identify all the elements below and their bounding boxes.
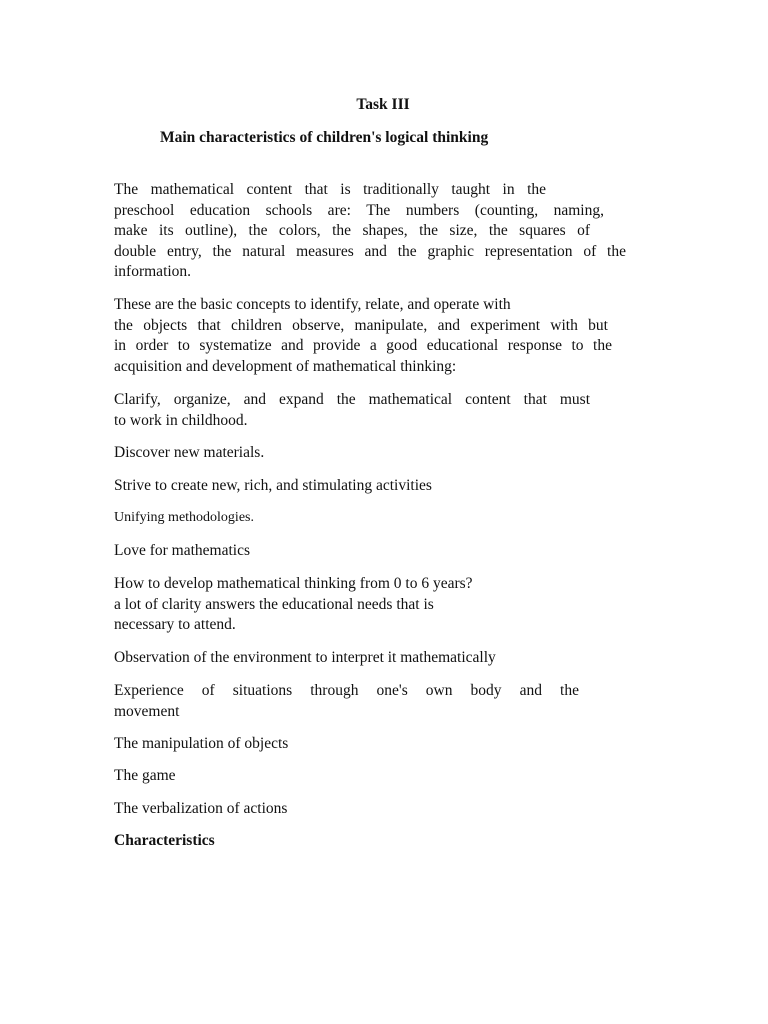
document-subtitle: Main characteristics of children's logical thinking [160,129,489,146]
paragraph-line: movement [114,702,180,720]
paragraph-observation [114,648,496,669]
paragraph-clarify [114,390,594,431]
paragraph-line: Discover new materials. [114,444,265,461]
paragraph-line: make its outline), the colors, the shapes, the size, the squares of [114,222,590,240]
paragraph-unifying [114,508,254,529]
paragraph-game [114,766,176,787]
paragraph-concepts [114,295,614,377]
paragraph-line: necessary to attend. [114,616,236,634]
paragraph-intro [114,180,626,283]
paragraph-manipulation [114,734,288,755]
paragraph-line: acquisition and development of mathematical thinking: [114,357,457,375]
paragraph-line: Experience of situations through one's own body and the [114,682,579,699]
paragraph-discover [114,443,264,464]
paragraph-line: The manipulation of objects [114,735,289,752]
paragraph-love [114,541,250,562]
paragraph-line: The verbalization of actions [114,800,288,817]
paragraph-line: Clarify, organize, and expand the mathematical content that must [114,391,590,408]
paragraph-how-to-develop [114,574,473,636]
section-heading-characteristics [114,831,215,852]
paragraph-line: a lot of clarity answers the educational needs that is [114,595,434,613]
paragraph-line: in order to systematize and provide a good educational response to the [114,337,612,355]
paragraph-line: Observation of the environment to interpret it mathematically [114,649,496,666]
paragraph-line: These are the basic concepts to identify, relate, and operate with [114,296,511,313]
paragraph-line: Strive to create new, rich, and stimulating activities [114,477,432,494]
paragraph-line: Love for mathematics [114,542,251,559]
paragraph-line: Unifying methodologies. [114,510,254,525]
paragraph-line: Characteristics [114,832,215,849]
paragraph-line: double entry, the natural measures and the graphic representation of the [114,242,626,260]
paragraph-line: The game [114,767,176,784]
paragraph-line: information. [114,263,192,281]
document-title: Task III [356,96,410,113]
paragraph-line: to work in childhood. [114,411,248,429]
paragraph-strive [114,476,432,497]
paragraph-line: the objects that children observe, manipulate, and experiment with but [114,316,608,334]
paragraph-experience [114,681,580,722]
paragraph-line: preschool education schools are: The numbers (counting, naming, [114,201,604,219]
paragraph-line: How to develop mathematical thinking from 0 to 6 years? [114,575,473,592]
paragraph-verbalization [114,799,287,820]
paragraph-line: The mathematical content that is traditionally taught in the [114,181,546,198]
